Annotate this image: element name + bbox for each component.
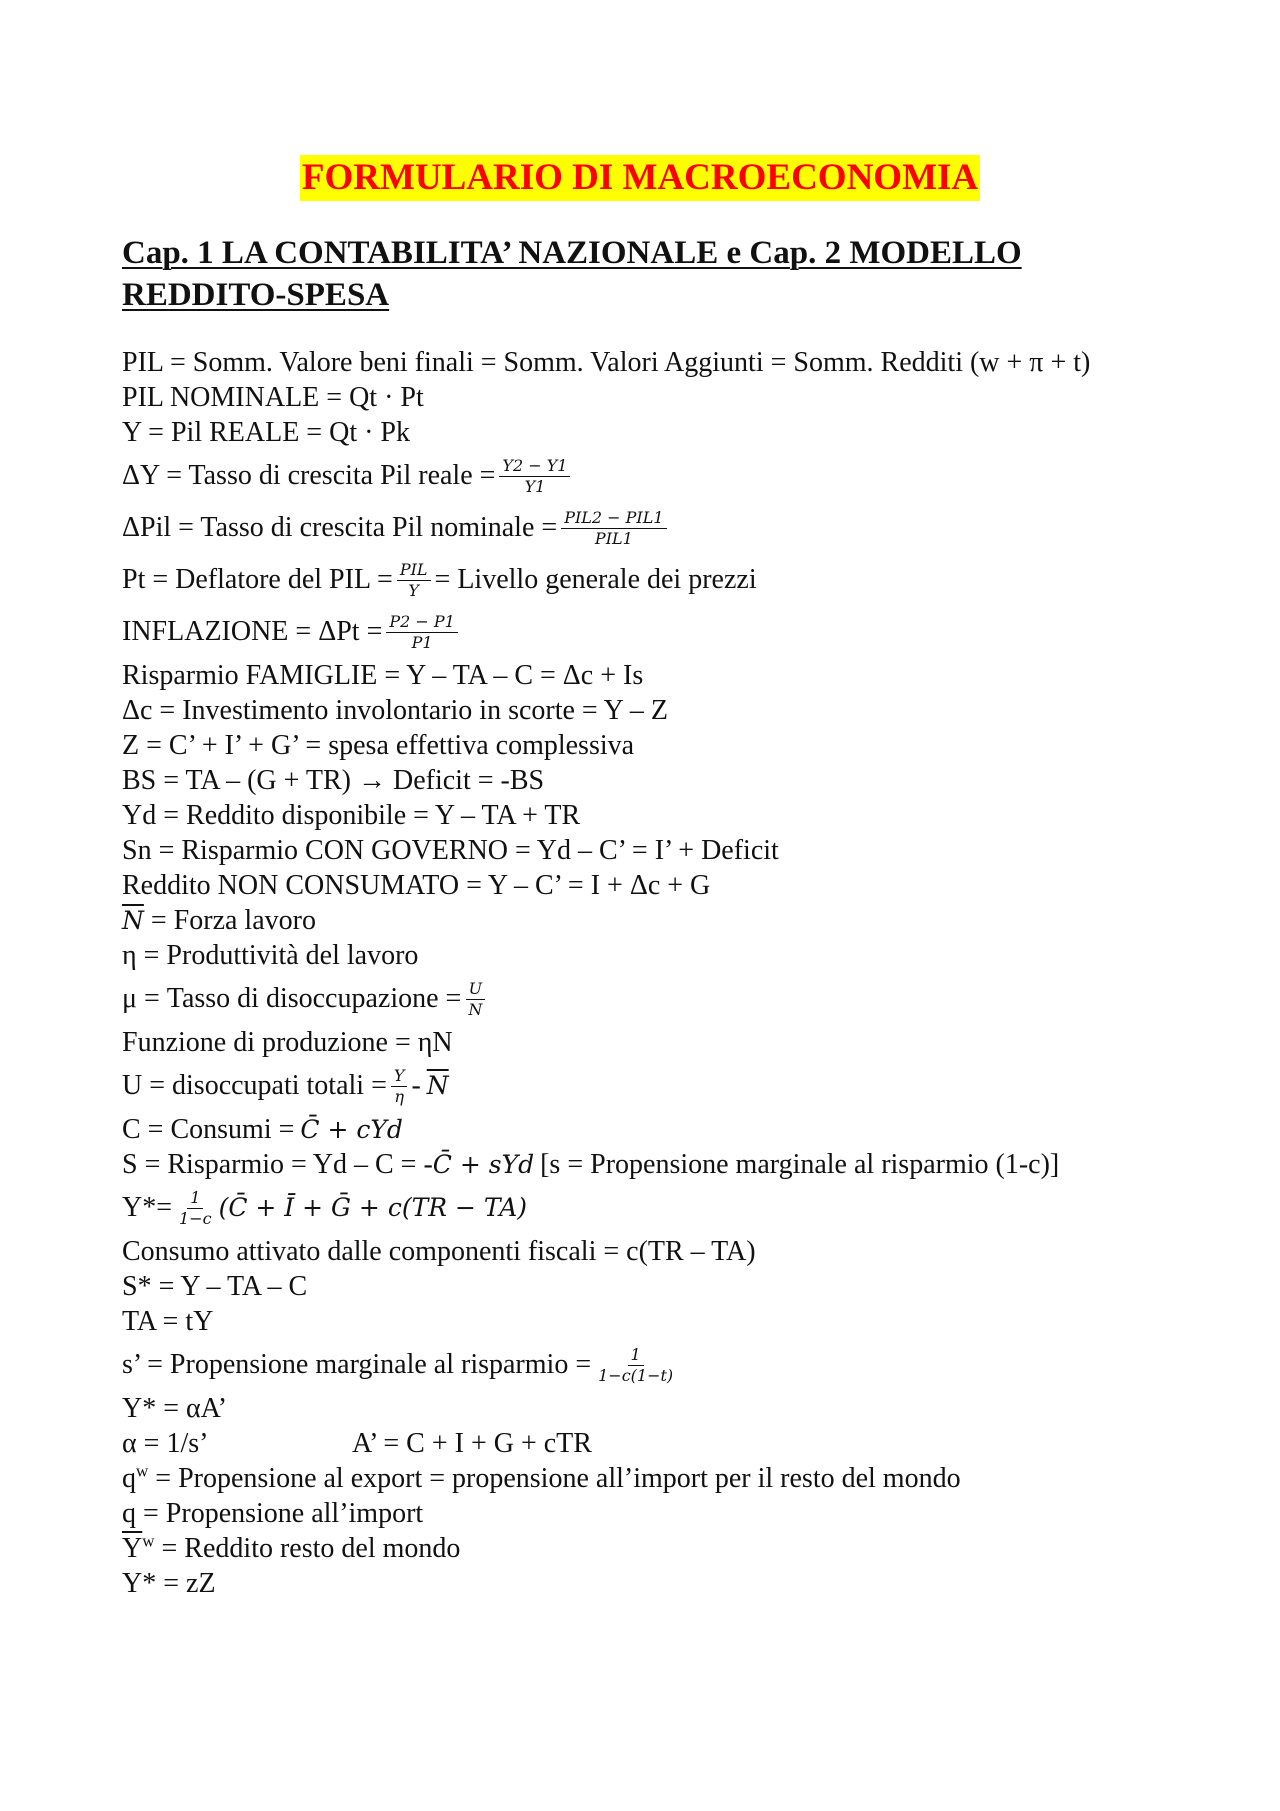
fraction-denominator: η	[394, 1086, 404, 1106]
formula-delta-y	[122, 450, 1172, 502]
s-prime-label: s’ = Propensione marginale al risparmio =	[122, 1349, 592, 1380]
formula-alpha-aprime	[122, 1426, 1172, 1461]
formula-q: q = Propensione all’import	[122, 1498, 424, 1529]
formula-pil-nominale: PIL NOMINALE = Qt · Pt	[122, 382, 424, 413]
n-bar-symbol: $\overline{N}$	[122, 906, 144, 935]
fraction-denominator: P1	[411, 632, 433, 652]
yw-text: = Reddito resto del mondo	[154, 1533, 461, 1564]
formula-ta: TA = tY	[122, 1306, 214, 1337]
fraction-denominator: PIL1	[594, 528, 633, 548]
formula-yw	[122, 1531, 1172, 1566]
a-prime-text: A’ = C + I + G + cTR	[352, 1428, 592, 1459]
deflatore-fraction	[397, 561, 431, 600]
consumi-label: C = Consumi =	[122, 1114, 295, 1145]
yw-base: $\overline{Y}$	[122, 1533, 143, 1564]
formula-s-star: S* = Y – TA – C	[122, 1271, 308, 1302]
forza-lavoro-text: = Forza lavoro	[143, 905, 316, 936]
formula-risparmio	[122, 1147, 1172, 1182]
delta-y-label: ΔY = Tasso di crescita Pil reale =	[122, 460, 496, 491]
disoccupati-minus: -	[411, 1070, 421, 1101]
fraction-denominator: Y1	[524, 476, 546, 496]
alpha-text: α = 1/s’	[122, 1428, 209, 1459]
formula-y-star-alpha: Y* = αA’	[122, 1393, 228, 1424]
qw-text: = Propensione al export = propensione all’import per il resto del mondo	[148, 1463, 961, 1494]
document-title: FORMULARIO DI MACROECONOMIA	[300, 155, 980, 201]
deflatore-tail: = Livello generale dei prezzi	[434, 564, 757, 595]
qw-base: q	[122, 1463, 136, 1494]
n-bar-symbol: $\overline{N}$	[426, 1071, 449, 1100]
formula-consumo-attivato: Consumo attivato dalle componenti fiscali = c(TR – TA)	[122, 1236, 756, 1267]
formula-pil-reale: Y = Pil REALE = Qt · Pk	[122, 417, 410, 448]
fraction-numerator: U	[466, 980, 485, 1000]
disoccupati-label: U = disoccupati totali =	[122, 1070, 387, 1101]
formula-s-prime	[122, 1339, 1172, 1391]
y-star-fraction	[176, 1189, 215, 1228]
title-container	[0, 155, 1280, 201]
y-star-label: Y*=	[122, 1192, 173, 1223]
formula-pil: PIL = Somm. Valore beni finali = Somm. Valori Aggiunti = Somm. Redditi (w + π + t)	[122, 347, 1091, 378]
consumi-formula: C̄ + cYd	[300, 1115, 403, 1144]
inflazione-fraction	[386, 613, 457, 652]
risparmio-formula: C̄ + sYd	[432, 1150, 535, 1179]
qw-sup: w	[136, 1461, 149, 1481]
formula-mu	[122, 973, 1172, 1025]
fraction-denominator: 1−c(1−t)	[598, 1365, 674, 1385]
formula-delta-pil	[122, 502, 1172, 554]
fraction-denominator: N	[468, 999, 483, 1019]
formula-funzione-produzione: Funzione di produzione = ηN	[122, 1027, 453, 1058]
delta-y-fraction	[499, 457, 570, 496]
mu-label: μ = Tasso di disoccupazione =	[122, 983, 462, 1014]
fraction-numerator: PIL	[397, 561, 431, 581]
fraction-numerator: 1	[187, 1189, 203, 1209]
formula-y-star	[122, 1182, 1172, 1234]
yw-sup: w	[142, 1531, 155, 1551]
fraction-numerator: Y2 − Y1	[499, 457, 570, 477]
formula-list	[122, 345, 1172, 1601]
formula-forza-lavoro	[122, 903, 1172, 938]
risparmio-label: S = Risparmio = Yd – C = -	[122, 1149, 433, 1180]
formula-bs: BS = TA – (G + TR) → Deficit = -BS	[122, 765, 545, 796]
inflazione-label: INFLAZIONE = ΔPt =	[122, 616, 383, 647]
fraction-numerator: Y	[391, 1067, 408, 1087]
formula-y-star-z: Y* = zZ	[122, 1568, 216, 1599]
fraction-numerator: PIL2 − PIL1	[561, 509, 666, 529]
formula-qw	[122, 1461, 1172, 1496]
delta-pil-fraction	[561, 509, 666, 548]
formula-deflatore	[122, 554, 1172, 606]
y-star-formula: (C̄ + Ī + Ḡ + c(TR − TA)	[218, 1193, 528, 1222]
formula-inflazione	[122, 606, 1172, 658]
formula-eta: η = Produttività del lavoro	[122, 940, 419, 971]
formula-z: Z = C’ + I’ + G’ = spesa effettiva complessiva	[122, 730, 635, 761]
formula-disoccupati	[122, 1060, 1172, 1112]
risparmio-note: [s = Propensione marginale al risparmio (1-c)]	[540, 1149, 1060, 1180]
fraction-denominator: 1−c	[179, 1208, 212, 1228]
s-prime-fraction	[595, 1346, 676, 1385]
fraction-numerator: P2 − P1	[386, 613, 457, 633]
delta-pil-label: ΔPil = Tasso di crescita Pil nominale =	[122, 512, 558, 543]
fraction-denominator: Y	[408, 580, 419, 600]
formula-sn: Sn = Risparmio CON GOVERNO = Yd – C’ = I’ + Deficit	[122, 835, 779, 866]
formula-risparmio-famiglie: Risparmio FAMIGLIE = Y – TA – C = Δc + Is	[122, 660, 644, 691]
mu-fraction	[465, 980, 485, 1019]
formula-consumi	[122, 1112, 1172, 1147]
formula-reddito-non-consumato: Reddito NON CONSUMATO = Y – C’ = I + Δc + G	[122, 870, 711, 901]
formula-delta-c: Δc = Investimento involontario in scorte = Y – Z	[122, 695, 668, 726]
deflatore-label: Pt = Deflatore del PIL =	[122, 564, 393, 595]
disoccupati-fraction	[391, 1067, 408, 1106]
fraction-numerator: 1	[628, 1346, 644, 1366]
chapter-heading: Cap. 1 LA CONTABILITA’ NAZIONALE e Cap. 2 MODELLO REDDITO-SPESA	[122, 235, 1022, 313]
formula-yd: Yd = Reddito disponibile = Y – TA + TR	[122, 800, 581, 831]
